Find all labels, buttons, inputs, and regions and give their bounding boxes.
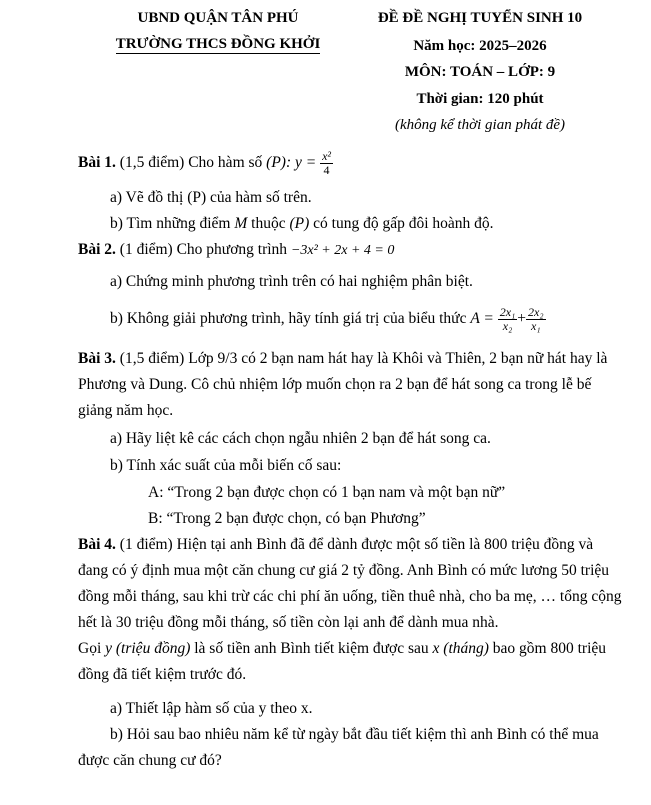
bai2-part-b xyxy=(110,306,546,333)
bai1-b-post: có tung độ gấp đôi hoành độ. xyxy=(309,215,494,232)
bai1-a-text: a) Vẽ đồ thị (P) của hàm số trên. xyxy=(110,189,312,206)
bai2-part-a xyxy=(110,272,473,292)
bai2-title: Bài 2. xyxy=(78,241,116,258)
bai1-frac-den: 4 xyxy=(323,163,330,177)
bai3-line1 xyxy=(78,346,608,372)
bai3-event-b-text: B: “Trong 2 bạn được chọn, có bạn Phương” xyxy=(148,510,426,527)
bai2-plus: + xyxy=(517,310,526,328)
bai1-b-m: M xyxy=(234,215,248,232)
bai3-line1-text: (1,5 điểm) Lớp 9/3 có 2 bạn nam hát hay là Khôi và Thiên, 2 bạn nữ hát hay là xyxy=(119,350,608,367)
header-left-line1-text: UBND QUẬN TÂN PHÚ xyxy=(137,10,299,26)
bai1-fraction xyxy=(320,150,333,177)
bai4-line4: hết là 30 triệu đồng mỗi tháng, số tiền còn lại anh để dành mua nhà. xyxy=(78,614,499,631)
bai3-part-a xyxy=(110,429,491,449)
header-left-line2 xyxy=(98,36,338,54)
bai1-part-a xyxy=(110,188,312,208)
header-left-line1 xyxy=(118,10,318,27)
bai3-b-text: b) Tính xác suất của mỗi biến cố sau: xyxy=(110,457,342,474)
bai1-b-mid: thuộc xyxy=(247,215,286,232)
bai4-line5-mid: là số tiền anh Bình tiết kiệm được sau xyxy=(194,640,429,657)
bai1-formula: (P): y = xyxy=(266,154,317,172)
bai1-part-b xyxy=(110,214,494,234)
bai2-equation: −3x² + 2x + 4 = 0 xyxy=(290,243,395,258)
bai4-part-a xyxy=(110,699,312,719)
header-right-line3-text: MÔN: TOÁN – LỚP: 9 xyxy=(404,64,556,80)
bai2-expr-lhs: A = xyxy=(470,310,494,328)
bai2-fraction-1 xyxy=(498,306,518,333)
bai2-fraction-2 xyxy=(526,306,546,333)
bai4-line6: đồng đã tiết kiệm trước đó. xyxy=(78,666,247,683)
bai3-event-a-text: A: “Trong 2 bạn được chọn có 1 bạn nam và một bạn nữ” xyxy=(148,484,506,501)
header-right-line4-text: Thời gian: 120 phút xyxy=(416,91,544,107)
bai3-event-a xyxy=(148,483,505,503)
bai3-part-b xyxy=(110,456,341,476)
header-right-line5 xyxy=(360,117,600,134)
bai2-b-text: b) Không giải phương trình, hãy tính giá trị của biểu thức xyxy=(110,310,467,328)
header-right-line4 xyxy=(360,91,600,108)
bai2-f1-den: x₂ xyxy=(502,319,513,333)
bai2-f2-den: x₁ xyxy=(531,319,541,333)
bai4-line5-y: y (triệu đồng) xyxy=(105,640,191,657)
bai1-frac-num: x² xyxy=(322,149,332,163)
bai1-heading xyxy=(78,150,333,177)
bai4-a-text: a) Thiết lập hàm số của y theo x. xyxy=(110,700,313,717)
bai2-f1-num: 2x₁ xyxy=(499,305,516,319)
bai4-line5-x: x (tháng) xyxy=(432,640,489,657)
bai4-line5-pre: Gọi xyxy=(78,640,102,657)
bai1-b-p: (P) xyxy=(289,215,310,232)
bai3-title: Bài 3. xyxy=(78,350,116,367)
bai3-paragraph xyxy=(78,346,608,424)
bai2-f2-num: 2x₂ xyxy=(528,305,544,319)
bai2-heading xyxy=(78,240,394,261)
bai1-text: (1,5 điểm) Cho hàm số xyxy=(119,154,263,172)
bai4-line3: đồng mỗi tháng, sau khi trừ các chi phí ăn uống, tiền thuê nhà, cho ba mẹ, … tổng cộng xyxy=(78,588,622,605)
bai3-a-text: a) Hãy liệt kê các cách chọn ngẫu nhiên 2 bạn để hát song ca. xyxy=(110,430,491,447)
bai4-paragraph xyxy=(78,532,622,688)
bai4-b-line1: b) Hỏi sau bao nhiêu năm kể từ ngày bắt đầu tiết kiệm thì anh Bình có thể mua xyxy=(110,726,599,743)
bai4-part-b xyxy=(78,722,598,774)
header-left-line2-text: TRƯỜNG THCS ĐỒNG KHỞI xyxy=(115,36,321,52)
bai4-line1-text: (1 điểm) Hiện tại anh Bình đã để dành được một số tiền là 800 triệu đồng và xyxy=(119,536,594,553)
bai1-title: Bài 1. xyxy=(78,154,116,172)
bai3-event-b xyxy=(148,509,426,529)
header-right-line2 xyxy=(360,38,600,55)
bai4-line1 xyxy=(78,532,598,558)
bai3-line2: Phương và Dung. Cô chủ nhiệm lớp muốn chọn ra 2 bạn để hát song ca trong lễ bế xyxy=(78,376,592,393)
header-right-line2-text: Năm học: 2025–2026 xyxy=(413,38,547,54)
bai4-line5-post: bao gồm 800 triệu xyxy=(492,640,607,657)
header-right-line3 xyxy=(360,64,600,81)
bai4-line5 xyxy=(78,636,607,662)
bai4-title: Bài 4. xyxy=(78,536,116,553)
bai3-line3: giảng năm học. xyxy=(78,402,174,419)
header-right-line1 xyxy=(360,10,600,27)
bai2-a-text: a) Chứng minh phương trình trên có hai nghiệm phân biệt. xyxy=(110,273,473,290)
bai2-text: (1 điểm) Cho phương trình xyxy=(119,241,288,258)
header-right-line5-text: (không kể thời gian phát đề) xyxy=(394,117,566,133)
header-right-line1-text: ĐỀ ĐỀ NGHỊ TUYỂN SINH 10 xyxy=(377,10,583,26)
bai4-line2: đang có ý định mua một căn chung cư giá 2 tỷ đồng. Anh Bình có mức lương 50 triệu xyxy=(78,562,610,579)
bai4-b-line2: được căn chung cư đó? xyxy=(78,752,222,769)
bai1-b-pre: b) Tìm những điểm xyxy=(110,215,231,232)
